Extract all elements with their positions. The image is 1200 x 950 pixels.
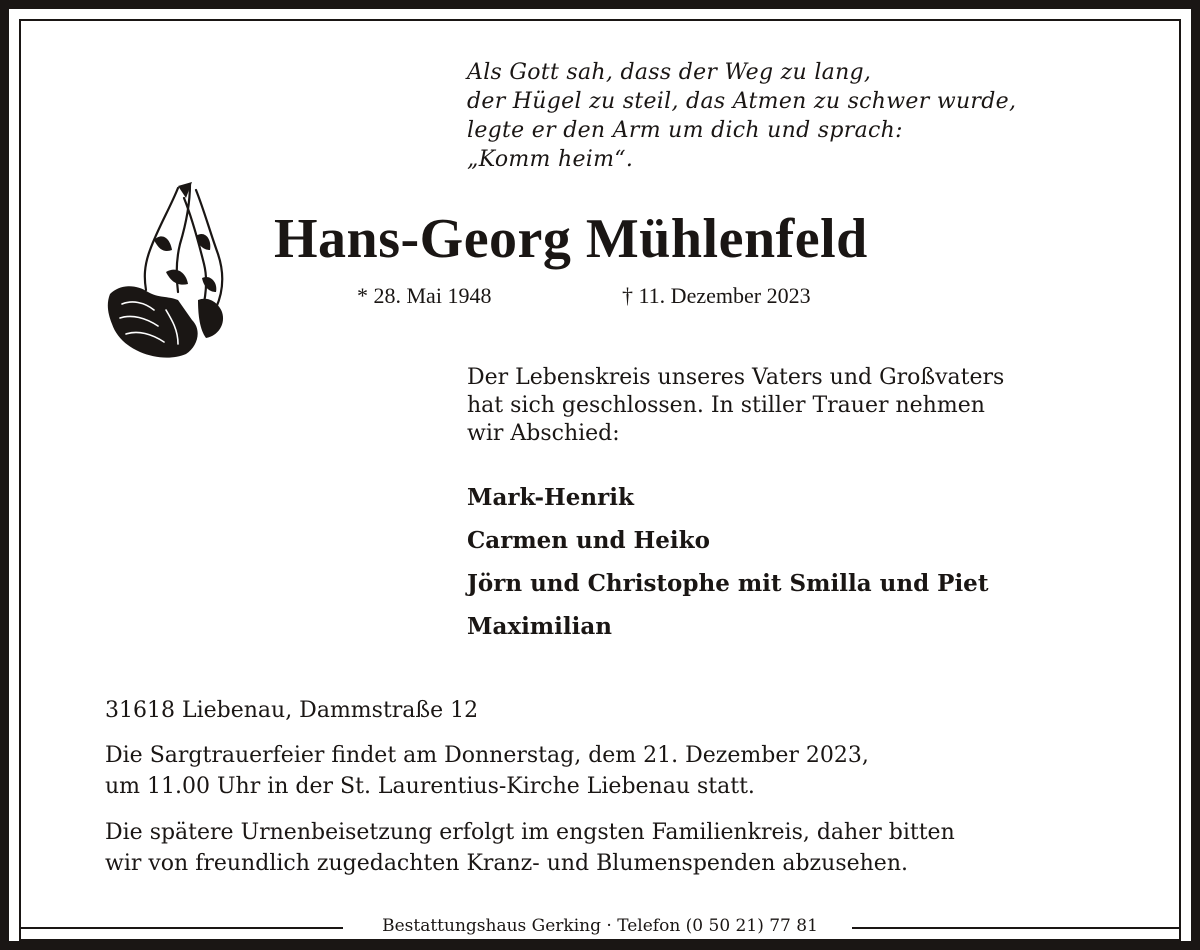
intro-line: hat sich geschlossen. In stiller Trauer nehmen (467, 393, 985, 418)
family-member: Maximilian (467, 613, 612, 640)
service-line: um 11.00 Uhr in der St. Laurentius-Kirche Liebenau statt. (105, 774, 755, 799)
service-line: Die Sargtrauerfeier findet am Donnerstag, dem 21. Dezember 2023, (105, 743, 869, 768)
family-list (467, 476, 988, 648)
poem-line: legte er den Arm um dich und sprach: (467, 118, 903, 143)
birth-date: * 28. Mai 1948 (357, 283, 492, 308)
poem-line: „Komm heim“. (467, 147, 634, 172)
burial-info (105, 817, 955, 879)
poem-line: der Hügel zu steil, das Atmen zu schwer wurde, (467, 89, 1017, 114)
intro-line: Der Lebenskreis unseres Vaters und Großvaters (467, 365, 1005, 390)
address: 31618 Liebenau, Dammstraße 12 (105, 698, 479, 723)
deceased-name: Hans-Georg Mühlenfeld (274, 208, 868, 270)
praying-hands-icon (106, 180, 232, 360)
poem (467, 58, 1016, 174)
death-date: † 11. Dezember 2023 (622, 283, 811, 308)
service-info (105, 740, 869, 802)
family-member: Jörn und Christophe mit Smilla und Piet (467, 570, 989, 597)
family-member: Mark-Henrik (467, 484, 634, 511)
footer (0, 915, 1200, 937)
funeral-home-contact: Bestattungshaus Gerking · Telefon (0 50 21) 77 81 (376, 916, 824, 936)
intro-text (467, 364, 1004, 448)
family-member: Carmen und Heiko (467, 527, 710, 554)
burial-line: wir von freundlich zugedachten Kranz- und Blumenspenden abzusehen. (105, 851, 908, 876)
intro-line: wir Abschied: (467, 421, 620, 446)
poem-line: Als Gott sah, dass der Weg zu lang, (467, 60, 872, 85)
burial-line: Die spätere Urnenbeisetzung erfolgt im engsten Familienkreis, daher bitten (105, 820, 955, 845)
